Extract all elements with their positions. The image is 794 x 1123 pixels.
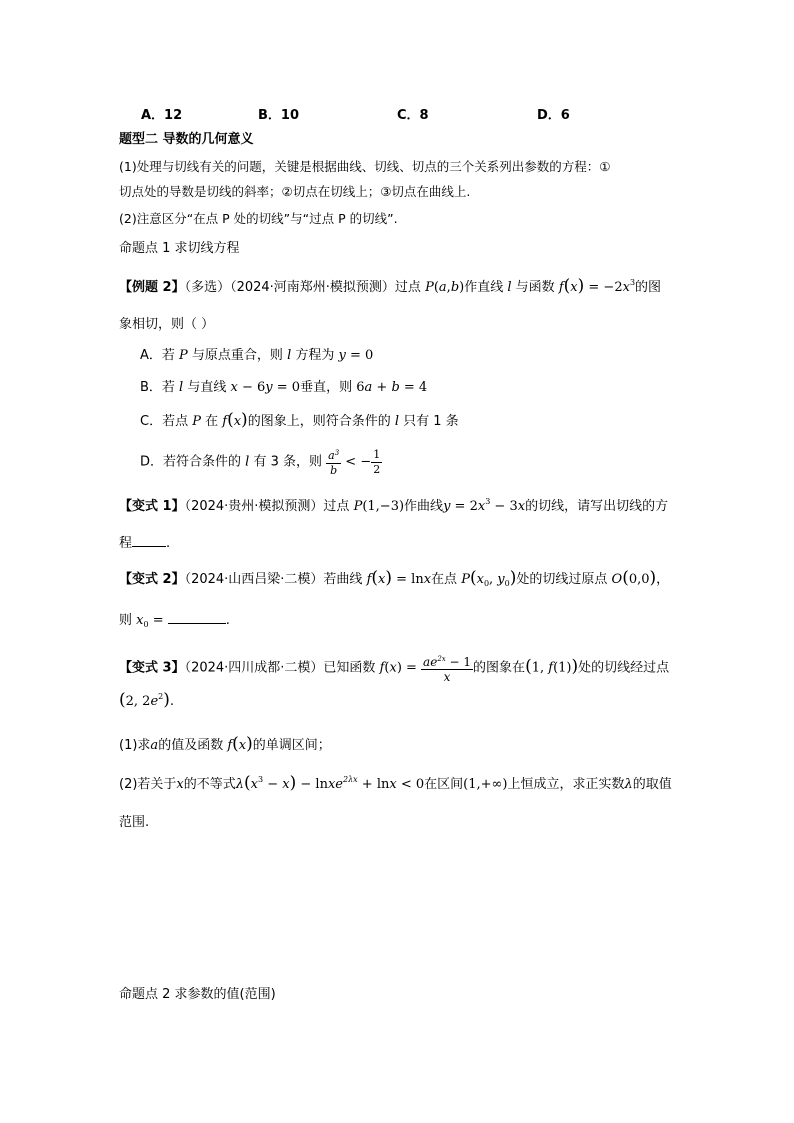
variant-1-line-2: 程 .: [119, 536, 171, 551]
example-2-option-d: D．若符合条件的 l 有 3 条，则 $\frac{a^3}{b}$ < − $\frac{1}{2}$: [140, 447, 381, 477]
example-2-option-b: B．若 l 与直线 x − 6y = 0垂直，则 6a + b = 4: [140, 380, 428, 395]
variant-2-line-2: 则 $x_0$ = .: [119, 613, 230, 629]
example-2-option-a: A．若 P 与原点重合，则 l 方程为 y = 0: [140, 348, 374, 363]
option-d: D．6: [537, 108, 570, 123]
option-c: C．8: [397, 108, 429, 123]
intro-line-2: 切点处的导数是切线的斜率；②切点在切线上；③切点在曲线上.: [119, 184, 471, 199]
intro-line-1: (1)处理与切线有关的问题，关键是根据曲线、切线、切点的三个关系列出参数的方程：①: [119, 159, 611, 174]
math: P: [420, 280, 434, 295]
variant-3-question-2: (2)若关于x的不等式$\lambda(x^3 - x)$ − lnxe$^{2\lambda x}$ + lnx < 0在区间(1,+∞)上恒成立，求正实数λ的取值: [119, 773, 672, 793]
prop-2-heading: 命题点 2 求参数的值(范围): [119, 987, 276, 1002]
answer-blank[interactable]: [132, 534, 166, 547]
option-a: A．12: [141, 108, 183, 123]
example-tag: 【例题 2】: [119, 280, 185, 295]
variant-1-line-1: 【变式 1】（2024·贵州·模拟预测）过点 P(1,−3)作曲线$y = 2x^3 - 3x$的切线，请写出切线的方: [119, 497, 669, 514]
variant-2-line-1: 【变式 2】（2024·山西吕梁·二模）若曲线 f(x) = lnx在点 $P(x_0$, $y_0$)处的切线过原点 O(0,0)，: [119, 568, 670, 588]
variant-3-question-2-line-2: 范围.: [119, 815, 150, 830]
intro-line-3: (2)注意区分“在点 P 处的切线”与“过点 P 的切线”.: [119, 211, 398, 226]
option-b: B．10: [258, 108, 299, 123]
section-title: 题型二 导数的几何意义: [119, 132, 254, 147]
answer-blank[interactable]: [168, 611, 226, 624]
variant-3-question-1: (1)求a的值及函数 f(x)的单调区间；: [119, 734, 331, 754]
example-2-line-2: 象相切，则（ ）: [119, 317, 215, 332]
example-2-line-1: 【例题 2】（多选）（2024·河南郑州·模拟预测）过点 P(a,b)作直线 l 与函数 $f(x) = -2x^3$的图: [119, 276, 662, 296]
example-2-option-c: C．若点 P 在 f(x)的图象上，则符合条件的 l 只有 1 条: [140, 410, 459, 430]
variant-3-line-2: (2, $2e^2$).: [119, 690, 175, 710]
variant-3-line-1: 【变式 3】（2024·四川成都·二模）已知函数 f(x) = $\frac{ae^{2x} - 1}{x}$ 的图象在(1, f(1))处的切线经过点: [119, 652, 669, 684]
prop-1-heading: 命题点 1 求切线方程: [119, 241, 240, 256]
